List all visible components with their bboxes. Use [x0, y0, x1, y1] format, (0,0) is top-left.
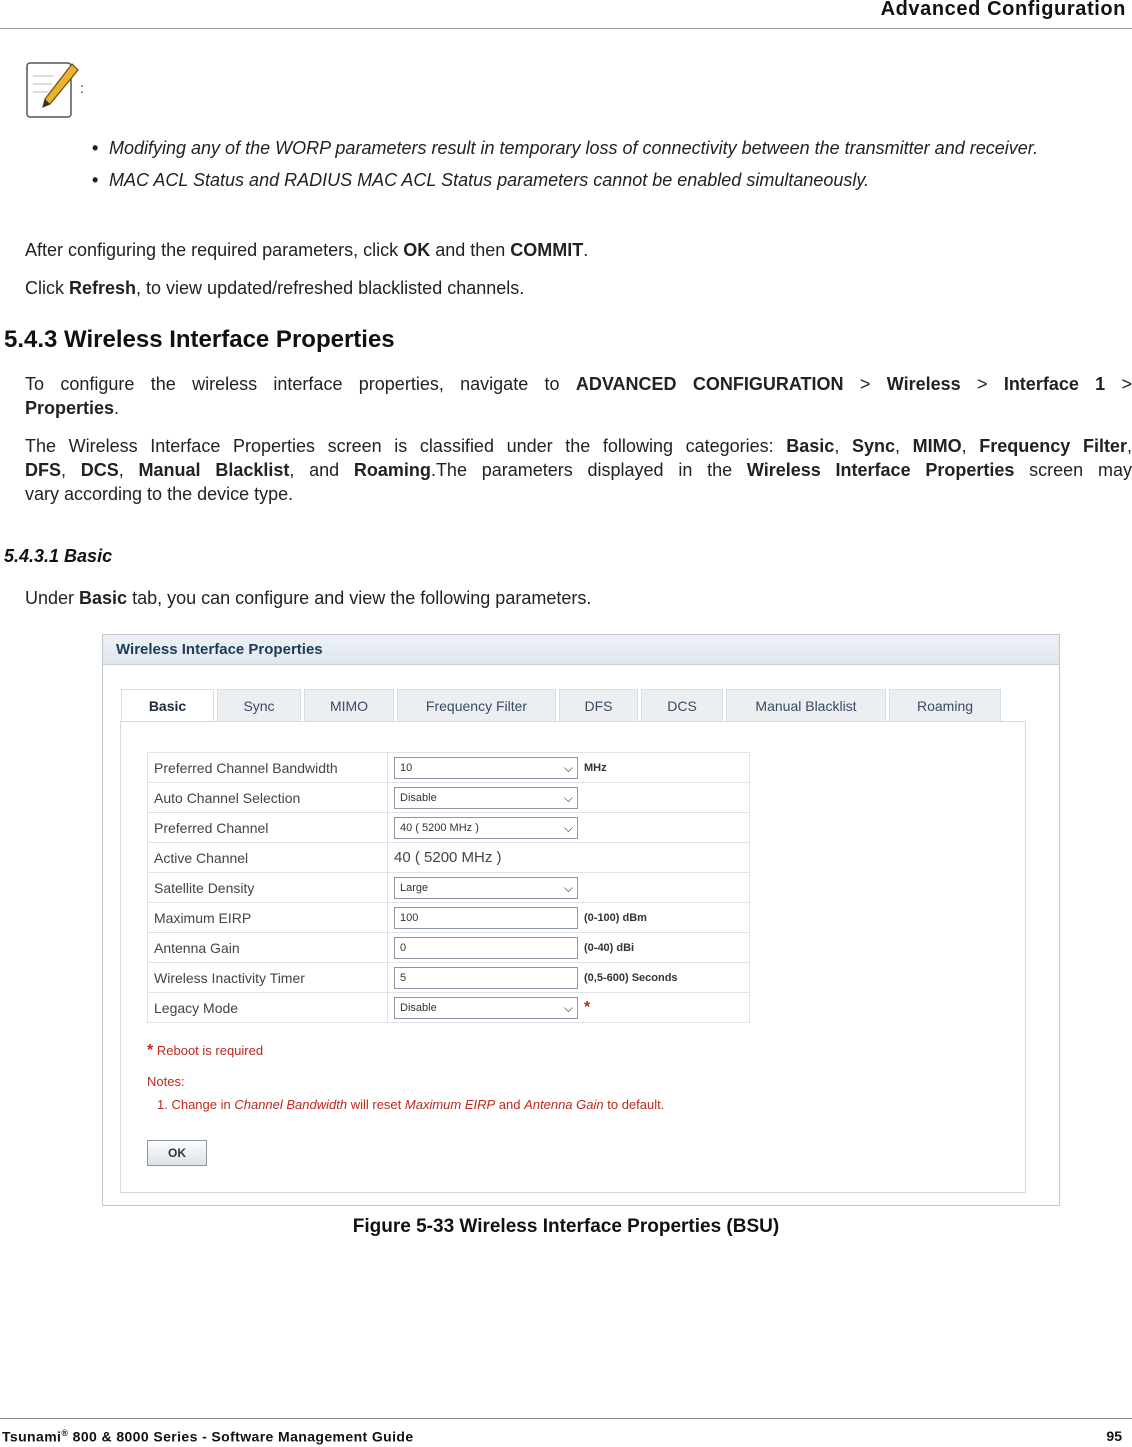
paragraph-commit: After configuring the required parameters, click OK and then COMMIT. — [25, 240, 589, 260]
note-bullet: • MAC ACL Status and RADIUS MAC ACL Status parameters cannot be enabled simultaneously. — [92, 168, 1102, 192]
footer-divider — [0, 1418, 1132, 1419]
tab-sync[interactable]: Sync — [217, 689, 301, 721]
paragraph-navigate: To configure the wireless interface properties, navigate to ADVANCED CONFIGURATION > Wireless > Interface 1 > Properties. — [25, 374, 1132, 418]
tab-dfs[interactable]: DFS — [559, 689, 638, 721]
table-row — [148, 903, 750, 933]
note-colon: : — [80, 80, 84, 96]
screenshot-title: Wireless Interface Properties — [103, 635, 1059, 665]
footer-title: Tsunami® 800 & 8000 Series - Software Management Guide — [2, 1428, 414, 1445]
preferred-channel-select[interactable]: 40 ( 5200 MHz ) ⌵ — [394, 817, 578, 839]
param-label: Antenna Gain — [148, 933, 388, 963]
tab-bar — [121, 689, 1004, 722]
figure-caption: Figure 5-33 Wireless Interface Properties (BSU) — [352, 1216, 780, 1237]
auto-channel-selection-select[interactable]: Disable ⌵ — [394, 787, 578, 809]
chevron-down-icon: ⌵ — [563, 820, 573, 835]
chevron-down-icon: ⌵ — [563, 760, 573, 775]
note-pencil-icon — [24, 60, 80, 120]
tab-manual-blacklist[interactable]: Manual Blacklist — [726, 689, 886, 721]
reboot-notice: * Reboot is required — [147, 1042, 264, 1059]
satellite-density-select[interactable]: Large ⌵ — [394, 877, 578, 899]
table-row — [148, 873, 750, 903]
tab-roaming[interactable]: Roaming — [889, 689, 1001, 721]
table-row — [148, 753, 750, 783]
param-label: Satellite Density — [148, 873, 388, 903]
basic-tab-panel — [120, 721, 1026, 1193]
tab-mimo[interactable]: MIMO — [304, 689, 394, 721]
page-header-title: Advanced Configuration — [880, 0, 1126, 20]
section-title: 5.4.3 Wireless Interface Properties — [4, 326, 395, 353]
table-row — [148, 813, 750, 843]
preferred-channel-bandwidth-select[interactable]: 10 ⌵ — [394, 757, 578, 779]
chevron-down-icon: ⌵ — [563, 880, 573, 895]
reboot-required-star: * — [584, 998, 591, 1016]
param-label: Active Channel — [148, 843, 388, 873]
tab-dcs[interactable]: DCS — [641, 689, 723, 721]
param-label: Auto Channel Selection — [148, 783, 388, 813]
header-divider — [0, 28, 1132, 29]
param-label: Maximum EIRP — [148, 903, 388, 933]
table-row — [148, 933, 750, 963]
paragraph-basic: Under Basic tab, you can configure and view the following parameters. — [25, 588, 592, 608]
tab-basic[interactable]: Basic — [121, 689, 214, 723]
param-unit: (0-100) dBm — [584, 911, 647, 924]
page-number: 95 — [1106, 1428, 1122, 1444]
param-label: Legacy Mode — [148, 993, 388, 1023]
chevron-down-icon: ⌵ — [563, 1000, 573, 1015]
subsection-title: 5.4.3.1 Basic — [4, 546, 113, 566]
param-unit: (0-40) dBi — [584, 941, 635, 954]
tab-frequency-filter[interactable]: Frequency Filter — [397, 689, 556, 721]
param-unit: (0,5-600) Seconds — [584, 971, 678, 984]
parameters-table — [147, 752, 750, 1023]
table-row — [148, 843, 750, 873]
wireless-inactivity-timer-input[interactable]: 5 — [394, 967, 578, 989]
table-row — [148, 993, 750, 1023]
param-unit: MHz — [584, 761, 607, 774]
wireless-interface-properties-screenshot — [102, 634, 1060, 1206]
param-label: Preferred Channel Bandwidth — [148, 753, 388, 783]
param-label: Wireless Inactivity Timer — [148, 963, 388, 993]
note-bullet: • Modifying any of the WORP parameters result in temporary loss of connectivity between the transmitter and receiver. — [92, 136, 1102, 160]
notes-item: 1. Change in Channel Bandwidth will reset Maximum EIRP and Antenna Gain to default. — [157, 1097, 665, 1112]
active-channel-value: 40 ( 5200 MHz ) — [394, 849, 502, 866]
maximum-eirp-input[interactable]: 100 — [394, 907, 578, 929]
paragraph-categories: The Wireless Interface Properties screen is classified under the following categories: Basic, Sync, MIMO, Frequency Filter, DFS, DCS, Manual Blacklist, and Roaming.The parameters displayed in the Wireless Interface Properties screen may vary according to the device type. — [25, 436, 1132, 504]
chevron-down-icon: ⌵ — [563, 790, 573, 805]
note-bullet-list — [92, 136, 1102, 200]
ok-button[interactable]: OK — [147, 1140, 207, 1166]
paragraph-refresh: Click Refresh, to view updated/refreshed blacklisted channels. — [25, 278, 525, 298]
table-row — [148, 783, 750, 813]
param-label: Preferred Channel — [148, 813, 388, 843]
legacy-mode-select[interactable]: Disable ⌵ — [394, 997, 578, 1019]
notes-title: Notes: — [147, 1074, 185, 1089]
antenna-gain-input[interactable]: 0 — [394, 937, 578, 959]
table-row — [148, 963, 750, 993]
